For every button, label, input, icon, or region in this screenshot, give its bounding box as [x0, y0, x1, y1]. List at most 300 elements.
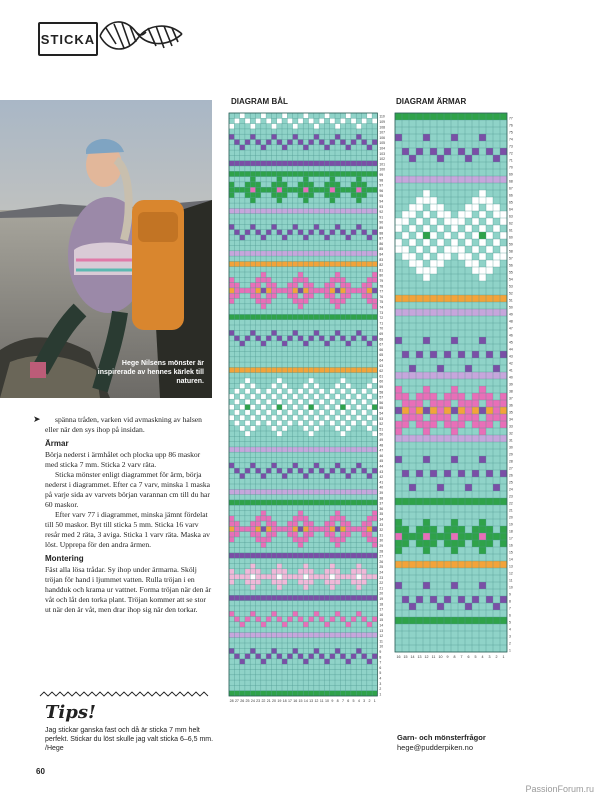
diagram-bal-row-label: 11 [379, 639, 383, 644]
diagram-armar-stitch [430, 617, 437, 624]
diagram-bal-stitch [335, 394, 340, 399]
diagram-armar-stitch [479, 113, 486, 120]
diagram-bal-stitch [245, 553, 250, 558]
diagram-armar-stitch [479, 134, 486, 141]
diagram-bal-stitch [261, 447, 266, 452]
diagram-bal-stitch [372, 367, 377, 372]
diagram-bal-stitch [261, 341, 266, 346]
diagram-bal-stitch [340, 595, 345, 600]
diagram-bal-stitch [293, 394, 298, 399]
diagram-bal-stitch [234, 691, 239, 696]
diagram-armar-stitch [409, 372, 416, 379]
diagram-armar-stitch [409, 533, 416, 540]
diagram-armar-row-label: 4 [509, 627, 511, 632]
diagram-bal-stitch [351, 595, 356, 600]
diagram-bal-stitch [340, 526, 345, 531]
diagram-bal-stitch [256, 187, 261, 192]
diagram-armar-stitch [395, 113, 402, 120]
diagram-bal-stitch [303, 622, 308, 627]
diagram-bal-stitch [319, 420, 324, 425]
diagram-bal-row-label: 32 [379, 528, 384, 533]
diagram-bal-stitch [314, 526, 319, 531]
diagram-bal-row-label: 27 [379, 554, 384, 559]
diagram-bal-stitch [319, 261, 324, 266]
diagram-armar-row-label: 21 [509, 508, 513, 513]
diagram-bal-row-label: 61 [379, 374, 384, 379]
diagram-bal-stitch [277, 431, 282, 436]
diagram-armar-stitch [423, 393, 430, 400]
diagram-bal-row-label: 41 [379, 480, 384, 485]
diagram-armar-stitch [409, 400, 416, 407]
diagram-bal-stitch [266, 230, 271, 235]
diagram-bal-stitch [330, 283, 335, 288]
diagram-armar-row-label: 41 [509, 368, 513, 373]
diagram-bal-stitch [340, 537, 345, 542]
diagram-bal-stitch [356, 124, 361, 129]
diagram-armar-row-label: 12 [509, 571, 513, 576]
diagram-armar-stitch [486, 470, 493, 477]
diagram-bal-col-label: 27 [234, 699, 239, 703]
diagram-bal-stitch [250, 182, 255, 187]
diagram-bal-col-label: 10 [325, 699, 330, 703]
diagram-armar-stitch [430, 204, 437, 211]
diagram-bal-stitch [351, 187, 356, 192]
diagram-bal-stitch [287, 691, 292, 696]
diagram-bal-stitch [330, 526, 335, 531]
diagram-bal-stitch [261, 394, 266, 399]
diagram-armar-stitch [437, 211, 444, 218]
diagram-bal-stitch [293, 500, 298, 505]
diagram-armar-row-label: 9 [509, 592, 511, 597]
diagram-bal-stitch [245, 336, 250, 341]
diagram-bal-row-label: 6 [379, 665, 382, 670]
diagram-armar-stitch [430, 197, 437, 204]
diagram-bal-stitch [319, 230, 324, 235]
diagram-bal-stitch [245, 367, 250, 372]
diagram-armar-stitch [416, 414, 423, 421]
diagram-bal-stitch [303, 177, 308, 182]
diagram-bal-stitch [287, 468, 292, 473]
diagram-bal-stitch [234, 367, 239, 372]
diagram-armar-row-label: 27 [509, 466, 513, 471]
diagram-bal-stitch [250, 426, 255, 431]
diagram-bal-stitch [340, 617, 345, 622]
diagram-bal-stitch [256, 336, 261, 341]
montering-heading: Montering [45, 554, 84, 563]
diagram-bal-stitch [298, 654, 303, 659]
diagram-bal-stitch [314, 251, 319, 256]
diagram-armar-stitch [444, 253, 451, 260]
diagram-armar-stitch [416, 435, 423, 442]
diagram-armar-stitch [437, 407, 444, 414]
diagram-bal-stitch [372, 187, 377, 192]
diagram-bal-stitch [266, 521, 271, 526]
diagram-armar-stitch [472, 526, 479, 533]
diagram-armar-stitch [479, 456, 486, 463]
diagram-bal-stitch [372, 336, 377, 341]
diagram-bal-stitch [351, 526, 356, 531]
diagram-armar-stitch [402, 470, 409, 477]
diagram-armar-stitch [423, 561, 430, 568]
diagram-armar-row-label: 20 [509, 515, 513, 520]
diagram-bal-stitch [298, 569, 303, 574]
diagram-bal-col-label: 12 [314, 699, 319, 703]
diagram-armar-stitch [472, 351, 479, 358]
diagram-bal-stitch [303, 208, 308, 213]
diagram-armar-row-label: 56 [509, 263, 513, 268]
diagram-bal-stitch [335, 208, 340, 213]
diagram-bal-stitch [271, 611, 276, 616]
diagram-armar-stitch [458, 498, 465, 505]
diagram-bal-stitch [335, 272, 340, 277]
diagram-bal-col-label: 13 [309, 699, 314, 703]
diagram-bal-stitch [351, 617, 356, 622]
diagram-bal-stitch [261, 288, 266, 293]
diagram-bal-stitch [335, 193, 340, 198]
diagram-bal-stitch [287, 367, 292, 372]
diagram-bal-stitch [287, 420, 292, 425]
diagram-armar-stitch [472, 540, 479, 547]
diagram-armar-stitch [465, 372, 472, 379]
diagram-bal-stitch [234, 140, 239, 145]
diagram-bal-stitch [335, 579, 340, 584]
diagram-armar-stitch [416, 540, 423, 547]
diagram-bal-stitch [271, 415, 276, 420]
diagram-bal-stitch [298, 468, 303, 473]
diagram-bal-stitch [340, 447, 345, 452]
diagram-armar-stitch [458, 211, 465, 218]
diagram-bal-stitch [319, 526, 324, 531]
diagram-bal-stitch [229, 208, 234, 213]
diagram-bal-stitch [324, 526, 329, 531]
diagram-bal-stitch [303, 532, 308, 537]
diagram-bal-stitch [271, 193, 276, 198]
diagram-bal-stitch [277, 182, 282, 187]
diagram-bal-stitch [346, 489, 351, 494]
diagram-bal-stitch [240, 145, 245, 150]
diagram-armar-row-label: 48 [509, 319, 513, 324]
diagram-armar-row-label: 30 [509, 445, 513, 450]
diagram-bal-stitch [245, 140, 250, 145]
diagram-bal-row-label: 22 [379, 581, 384, 586]
diagram-bal-stitch [346, 341, 351, 346]
diagram-bal-stitch [250, 330, 255, 335]
diagram-armar-stitch [423, 498, 430, 505]
diagram-bal-stitch [367, 526, 372, 531]
diagram-bal-stitch [335, 171, 340, 176]
diagram-bal-stitch [335, 526, 340, 531]
diagram-armar-stitch [395, 582, 402, 589]
diagram-bal-stitch [240, 415, 245, 420]
diagram-bal-stitch [229, 691, 234, 696]
diagram-bal-row-label: 108 [379, 125, 386, 130]
diagram-bal-stitch [277, 140, 282, 145]
diagram-armar-stitch [472, 246, 479, 253]
diagram-bal-stitch [250, 394, 255, 399]
diagram-bal-stitch [351, 389, 356, 394]
diagram-bal-stitch [240, 500, 245, 505]
diagram-bal-stitch [340, 251, 345, 256]
diagram-bal-stitch [271, 314, 276, 319]
diagram-armar-stitch [402, 211, 409, 218]
diagram-bal-stitch [319, 336, 324, 341]
diagram-bal-stitch [266, 410, 271, 415]
diagram-armar-stitch [500, 561, 507, 568]
diagram-bal-stitch [351, 171, 356, 176]
diagram-bal-stitch [303, 161, 308, 166]
diagram-armar-row-label: 2 [509, 641, 511, 646]
diagram-bal-stitch [362, 654, 367, 659]
diagram-bal-stitch [356, 405, 361, 410]
diagram-bal-stitch [303, 579, 308, 584]
diagram-bal-stitch [256, 500, 261, 505]
diagram-armar-stitch [479, 295, 486, 302]
diagram-bal-stitch [293, 521, 298, 526]
diagram-bal-chart [229, 113, 386, 715]
diagram-bal-stitch [362, 161, 367, 166]
diagram-bal-stitch [314, 691, 319, 696]
diagram-bal-stitch [293, 251, 298, 256]
diagram-bal-stitch [340, 299, 345, 304]
diagram-armar-stitch [465, 113, 472, 120]
diagram-bal-stitch [282, 659, 287, 664]
diagram-bal-stitch [229, 595, 234, 600]
diagram-armar-stitch [416, 309, 423, 316]
diagram-bal-stitch [356, 569, 361, 574]
diagram-bal-stitch [330, 516, 335, 521]
diagram-bal-stitch [250, 208, 255, 213]
diagram-bal-stitch [256, 537, 261, 542]
diagram-armar-row-label: 15 [509, 550, 513, 555]
diagram-bal-stitch [293, 367, 298, 372]
diagram-bal-stitch [303, 261, 308, 266]
diagram-bal-stitch [293, 314, 298, 319]
diagram-armar-stitch [395, 561, 402, 568]
diagram-armar-stitch [500, 498, 507, 505]
diagram-bal-stitch [314, 632, 319, 637]
diagram-bal-col-label: 1 [373, 699, 376, 703]
diagram-bal-stitch [309, 208, 314, 213]
diagram-bal-stitch [362, 420, 367, 425]
diagram-bal-stitch [362, 230, 367, 235]
diagram-armar-stitch [479, 197, 486, 204]
diagram-armar-stitch [486, 113, 493, 120]
diagram-bal-stitch [261, 516, 266, 521]
diagram-bal-col-label: 5 [352, 699, 355, 703]
diagram-bal-stitch [266, 553, 271, 558]
diagram-armar-stitch [416, 393, 423, 400]
diagram-bal-stitch [271, 532, 276, 537]
diagram-bal-stitch [356, 187, 361, 192]
diagram-bal-stitch [330, 161, 335, 166]
diagram-bal-row-label: 38 [379, 496, 384, 501]
diagram-bal-stitch [340, 431, 345, 436]
contact-email: hege@pudderpiken.no [397, 743, 474, 752]
diagram-bal-stitch [367, 235, 372, 240]
diagram-armar-stitch [458, 526, 465, 533]
diagram-armar-stitch [395, 617, 402, 624]
diagram-bal-stitch [335, 288, 340, 293]
diagram-armar-stitch [395, 519, 402, 526]
diagram-bal-stitch [293, 447, 298, 452]
diagram-bal-stitch [367, 277, 372, 282]
diagram-armar-stitch [402, 526, 409, 533]
diagram-bal-row-label: 34 [379, 517, 384, 522]
diagram-bal-stitch [372, 537, 377, 542]
diagram-bal-stitch [282, 569, 287, 574]
diagram-armar-stitch [430, 561, 437, 568]
diagram-bal-stitch [240, 235, 245, 240]
diagram-bal-col-label: 26 [240, 699, 245, 703]
diagram-bal-stitch [240, 622, 245, 627]
diagram-bal-stitch [234, 521, 239, 526]
diagram-bal-stitch [250, 648, 255, 653]
diagram-bal-stitch [309, 140, 314, 145]
diagram-bal-stitch [346, 553, 351, 558]
diagram-armar-stitch [444, 372, 451, 379]
diagram-bal-stitch [293, 224, 298, 229]
diagram-bal-stitch [271, 224, 276, 229]
diagram-armar-stitch [437, 603, 444, 610]
diagram-armar-stitch [416, 561, 423, 568]
diagram-armar-row-label: 59 [509, 242, 513, 247]
diagram-bal-row-label: 55 [379, 406, 384, 411]
diagram-armar-stitch [423, 337, 430, 344]
diagram-bal-stitch [324, 193, 329, 198]
diagram-armar-row-label: 18 [509, 529, 513, 534]
diagram-bal-stitch [303, 171, 308, 176]
diagram-bal-stitch [367, 405, 372, 410]
diagram-armar-row-label: 51 [509, 298, 513, 303]
diagram-bal-stitch [250, 367, 255, 372]
diagram-armar-stitch [465, 498, 472, 505]
diagram-bal-row-label: 18 [379, 602, 384, 607]
diagram-bal-stitch [340, 118, 345, 123]
diagram-bal-stitch [319, 500, 324, 505]
diagram-bal-stitch [261, 473, 266, 478]
diagram-bal-stitch [367, 299, 372, 304]
diagram-bal-stitch [287, 251, 292, 256]
diagram-armar-stitch [465, 561, 472, 568]
diagram-bal-stitch [335, 224, 340, 229]
diagram-bal-stitch [335, 611, 340, 616]
diagram-bal-stitch [372, 314, 377, 319]
diagram-bal-row-label: 92 [379, 210, 384, 215]
diagram-armar-stitch [486, 540, 493, 547]
diagram-bal-row-label: 13 [379, 628, 384, 633]
diagram-bal-stitch [250, 198, 255, 203]
diagram-bal-stitch [362, 691, 367, 696]
diagram-bal-col-label: 2 [368, 699, 371, 703]
diagram-bal-stitch [245, 617, 250, 622]
diagram-armar-stitch [423, 274, 430, 281]
diagram-bal-stitch [372, 468, 377, 473]
diagram-bal-stitch [240, 383, 245, 388]
diagram-bal-stitch [314, 330, 319, 335]
diagram-bal-stitch [303, 299, 308, 304]
diagram-bal-stitch [234, 293, 239, 298]
diagram-bal-stitch [256, 420, 261, 425]
diagram-bal-row-label: 79 [379, 279, 384, 283]
diagram-armar-stitch [479, 386, 486, 393]
diagram-armar-stitch [395, 225, 402, 232]
diagram-armar-stitch [437, 484, 444, 491]
diagram-bal-row-label: 84 [379, 252, 384, 257]
diagram-armar-stitch [402, 246, 409, 253]
diagram-bal-row-label: 20 [379, 591, 384, 596]
diagram-bal-stitch [277, 314, 282, 319]
diagram-armar-stitch [409, 113, 416, 120]
diagram-bal-stitch [250, 251, 255, 256]
diagram-bal-stitch [234, 654, 239, 659]
diagram-bal-stitch [250, 611, 255, 616]
page-number: 60 [36, 767, 45, 776]
diagram-armar-col-label: 12 [424, 655, 429, 659]
diagram-bal-stitch [372, 304, 377, 309]
diagram-bal-stitch [245, 431, 250, 436]
diagram-armar-row-label: 62 [509, 221, 513, 226]
diagram-armar-stitch [493, 603, 500, 610]
diagram-bal-stitch [298, 277, 303, 282]
diagram-armar-stitch [409, 484, 416, 491]
diagram-bal-stitch [346, 526, 351, 531]
diagram-armar-stitch [472, 470, 479, 477]
diagram-bal-stitch [293, 293, 298, 298]
diagram-bal-stitch [303, 198, 308, 203]
diagram-bal-row-label: 101 [379, 162, 386, 167]
diagram-bal-stitch [335, 516, 340, 521]
diagram-bal-stitch [330, 230, 335, 235]
diagram-bal-stitch [240, 341, 245, 346]
diagram-bal-stitch [229, 500, 234, 505]
diagram-bal-stitch [261, 553, 266, 558]
diagram-bal-stitch [309, 569, 314, 574]
diagram-bal-stitch [256, 283, 261, 288]
diagram-armar-stitch [430, 295, 437, 302]
diagram-armar-stitch [430, 540, 437, 547]
diagram-armar-stitch [486, 204, 493, 211]
diagram-bal-stitch [367, 500, 372, 505]
diagram-armar-stitch [444, 561, 451, 568]
diagram-bal-stitch [229, 463, 234, 468]
diagram-armar-stitch [486, 176, 493, 183]
diagram-bal-row-label: 90 [379, 220, 384, 225]
diagram-bal-stitch [271, 383, 276, 388]
diagram-bal-stitch [335, 537, 340, 542]
diagram-armar-stitch [451, 582, 458, 589]
diagram-armar-stitch [409, 260, 416, 267]
diagram-armar-stitch [493, 533, 500, 540]
diagram-bal-stitch [340, 171, 345, 176]
diagram-bal-stitch [298, 314, 303, 319]
diagram-bal-stitch [298, 304, 303, 309]
diagram-bal-stitch [362, 574, 367, 579]
diagram-armar-stitch [486, 232, 493, 239]
diagram-bal-stitch [234, 118, 239, 123]
diagram-bal-stitch [356, 161, 361, 166]
diagram-bal-row-label: 70 [379, 326, 384, 331]
diagram-armar-row-label: 11 [509, 578, 513, 583]
diagram-bal-stitch [229, 187, 234, 192]
diagram-bal-stitch [303, 569, 308, 574]
diagram-bal-row-label: 99 [379, 173, 384, 177]
diagram-armar-stitch [409, 407, 416, 414]
diagram-armar-stitch [402, 176, 409, 183]
diagram-armar-row-label: 24 [509, 487, 513, 492]
diagram-bal-stitch [261, 542, 266, 547]
diagram-bal-stitch [234, 171, 239, 176]
diagram-bal-stitch [277, 500, 282, 505]
